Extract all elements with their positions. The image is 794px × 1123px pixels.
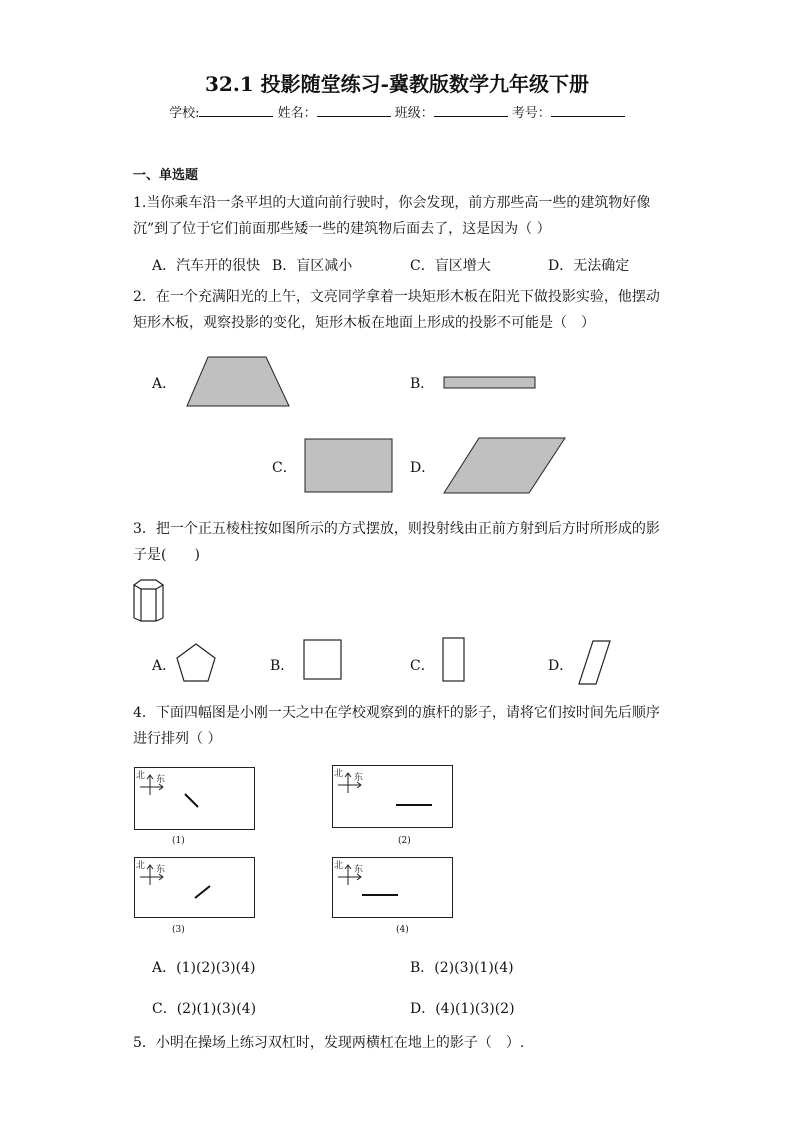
q2-option-b-label[interactable]: B． — [410, 376, 435, 392]
name-blank[interactable] — [317, 104, 391, 117]
pole-shadow — [185, 794, 198, 807]
q1-option-a[interactable]: A．汽车开的很快 — [152, 258, 261, 274]
diagram-3-caption: (3) — [172, 925, 185, 935]
q2-rectangle-shape — [304, 438, 394, 494]
q3-narrow-rectangle-shape — [442, 637, 466, 683]
thin-rectangle — [444, 377, 535, 388]
pentagonal-prism-figure — [131, 578, 167, 624]
q2-trapezoid-shape — [186, 356, 290, 408]
pole-shadow — [195, 886, 210, 898]
rectangle — [305, 439, 392, 492]
q2-option-d-label[interactable]: D． — [410, 460, 436, 476]
q3-pentagon-shape — [176, 643, 218, 683]
trapezoid-polygon — [187, 357, 289, 406]
north-label: 北 — [334, 769, 344, 779]
number-blank[interactable] — [551, 104, 625, 117]
q3-square-shape — [303, 639, 343, 681]
q3-option-b-label[interactable]: B． — [270, 658, 295, 674]
shadow-diagram-3 — [134, 857, 256, 919]
class-blank[interactable] — [434, 104, 508, 117]
q2-option-a-label[interactable]: A． — [152, 376, 177, 392]
q2-option-c-label[interactable]: C． — [272, 460, 297, 476]
east-label: 东 — [156, 775, 166, 785]
school-label: 学校: — [169, 106, 200, 121]
east-label: 东 — [354, 773, 364, 783]
q3-slanted-parallelogram-shape — [578, 640, 612, 686]
question-5-stem: 5．小明在操场上练习双杠时，发现两横杠在地上的影子（ ）. — [133, 1035, 525, 1051]
shadow-diagram-4 — [332, 857, 454, 919]
page-title: 32.1 投影随堂练习-冀教版数学九年级下册 — [205, 72, 589, 96]
shadow-diagram-2 — [332, 765, 454, 829]
number-label: 考号： — [511, 106, 551, 121]
q4-option-b[interactable]: B．(2)(3)(1)(4) — [410, 960, 514, 976]
north-label: 北 — [136, 861, 146, 871]
q4-option-d[interactable]: D．(4)(1)(3)(2) — [410, 1001, 515, 1017]
north-label: 北 — [136, 771, 146, 781]
student-info-line — [0, 102, 794, 121]
question-3-stem: 3．把一个正五棱柱按如图所示的方式摆放，则投射线由正前方射到后方时所形成的影子是( ) — [133, 521, 660, 563]
q1-option-d[interactable]: D．无法确定 — [548, 258, 630, 274]
question-4-stem: 4．下面四幅图是小刚一天之中在学校观察到的旗杆的影子，请将它们按时间先后顺序进行排列（ ） — [133, 705, 660, 747]
q3-option-a-label[interactable]: A． — [152, 658, 177, 674]
section-heading: 一、单选题 — [133, 168, 199, 183]
class-label: 班级： — [394, 106, 434, 121]
name-label: 姓名： — [277, 106, 317, 121]
q2-parallelogram-shape — [443, 437, 567, 495]
q3-option-d-label[interactable]: D． — [548, 658, 574, 674]
shadow-diagram-1 — [134, 767, 256, 831]
east-label: 东 — [156, 865, 166, 875]
east-label: 东 — [354, 865, 364, 875]
parallelogram-polygon — [444, 438, 565, 493]
school-blank[interactable] — [199, 104, 273, 117]
q2-thin-rectangle-shape — [443, 376, 537, 390]
question-1-stem: 1.当你乘车沿一条平坦的大道向前行驶时，你会发现，前方那些高一些的建筑物好像沉”到了位于它们前面那些矮一些的建筑物后面去了，这是因为（ ） — [133, 195, 651, 237]
q3-option-c-label[interactable]: C． — [410, 658, 435, 674]
q4-option-a[interactable]: A．(1)(2)(3)(4) — [152, 960, 256, 976]
diagram-2-caption: (2) — [398, 836, 411, 846]
diagram-1-caption: (1) — [172, 836, 185, 846]
north-label: 北 — [334, 861, 344, 871]
diagram-4-caption: (4) — [396, 925, 409, 935]
question-2-stem: 2．在一个充满阳光的上午，文亮同学拿着一块矩形木板在阳光下做投影实验，他摆动矩形木板，观察投影的变化，矩形木板在地面上形成的投影不可能是（ ） — [133, 289, 660, 331]
q1-option-c[interactable]: C．盲区增大 — [410, 258, 491, 274]
q1-option-b[interactable]: B．盲区减小 — [272, 258, 353, 274]
q4-option-c[interactable]: C．(2)(1)(3)(4) — [152, 1001, 257, 1017]
